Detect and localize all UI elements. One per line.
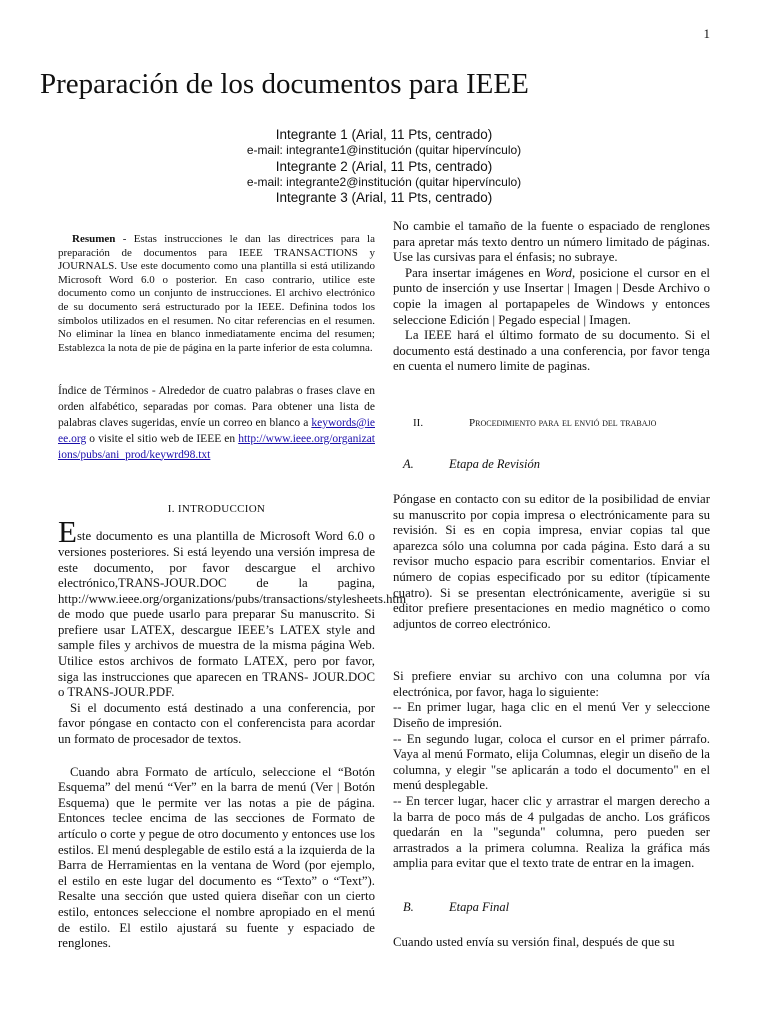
subsection-b-number: B. [403, 900, 414, 914]
section-2-number: II. [413, 416, 424, 429]
abstract [58, 233, 375, 355]
right-paragraph-1: No cambie el tamaño de la fuente o espaciado de renglones para apretar más texto dentro un número limitado de páginas. Use las cursivas para el énfasis; no subraye. [393, 219, 710, 265]
drop-cap: E [58, 514, 77, 550]
left-column [58, 233, 407, 952]
author-1-email: e-mail: integrante1@institución (quitar hipervínculo) [246, 143, 522, 157]
final-paragraph-1: Cuando usted envía su versión final, después de que su [393, 935, 675, 949]
page-number: 1 [703, 26, 710, 41]
intro-paragraph-3: Cuando abra Formato de artículo, seleccione el “Botón Esquema” del menú “Ver” en la barra de menú (Ver | Botón Esquema) que le permite ver las notas a pie de página. Entonces teclee encima de las secciones de Formato de artículo o corte y pegue de otro documento y entonces use los estilos. El menú desplegable de estilo está a la izquierda de la Barra de Herramientas en la ventana de Word (por ejemplo, el estilo en este lugar del documento es “Texto” o “Text”). Resalte una sección que usted quiera diseñar con un cierto estilo, entonces seleccione el nombre apropiado en el menú de estilo. El estilo ajustará su fuente y espaciado de renglones. [58, 764, 375, 951]
index-terms-middle: o visite el sitio web de IEEE en [86, 432, 239, 445]
right-column [393, 219, 710, 951]
author-2-name: Integrante 2 (Arial, 11 Pts, centrado) [275, 158, 493, 174]
index-terms [58, 384, 375, 463]
word-emphasis: Word [545, 265, 572, 280]
keywords-email-link[interactable]: keywords@ieee.org [58, 416, 375, 445]
author-2-email: e-mail: integrante2@institución (quitar hipervínculo) [246, 174, 522, 189]
review-step-2: -- En segundo lugar, coloca el cursor en el primer párrafo. Vaya al menú Formato, elija Columnas, elegir un diseño de la columna, y elegir "se aplicarán a todo el documento" en el menú desplegable. [393, 731, 710, 793]
review-paragraph-1: Póngase en contacto con su editor de la posibilidad de enviar su manuscrito por copia impresa o electrónicamente para su revisión. Si es en copia impresa, enviar copias tal que aparezca sólo una columna por cada página. Esto dará a su revisor mucho espacio para escribir comentarios. Enviar el número de copias especificado por su editor (típicamente cuatro). Si se presentan electrónicamente, averigüe si su editor prefiere presentaciones en medio magnético o como adjuntos de correo electrónico. [393, 491, 710, 631]
intro-paragraph-1 [58, 514, 407, 701]
review-paragraph-2: Si prefiere enviar su archivo con una columna por vía electrónica, por favor, haga lo siguiente: [393, 669, 710, 699]
author-1-name: Integrante 1 (Arial, 11 Pts, centrado) [275, 127, 493, 142]
intro-paragraph-2: Si el documento está destinado a una conferencia, por favor póngase en contacto con el conferencista para acordar un formato de procesador de textos. [58, 700, 375, 747]
right-paragraph-2-a: Para insertar imágenes en [405, 265, 546, 280]
section-2-title: Procedimiento para el envió del trabajo [469, 416, 657, 429]
review-step-3: -- En tercer lugar, hacer clic y arrastrar el margen derecho a la barra de poco más de 4 pulgadas de ancho. Los gráficos quedarán en la "segunda" columna, pero pueden ser arrastrados a la primera columna. Realiza la gráfica más amplia para evitar que el texto trate de entrar en la imagen. [393, 794, 710, 871]
intro-paragraph-1-text: ste documento es una plantilla de Microsoft Word 6.0 o versiones posteriores. Si está leyendo una versión impresa de este documento, por favor descargue el archivo electrónico,TRANS-JOUR.DOC de la pagina, http://www.ieee.org/organizations/pubs/transactions/stylesheets.htm de modo que puede usarlo para preparar Su manuscrito. Si prefiere usar LATEX, descargue IEEE’s LATEX style and sample files y archivos de muestra de la misma página Web. Utilice estos archivos de formato LATEX, pero por favor, siga las instrucciones que aparecen en TRANS- JOUR.DOC o TRANS-JOUR.PDF. [58, 529, 407, 700]
review-step-1: -- En primer lugar, haga clic en el menú Ver y seleccione Diseño de impresión. [393, 700, 710, 731]
author-3-name: Integrante 3 (Arial, 11 Pts, centrado) [275, 190, 493, 205]
index-terms-text: Índice de Términos - Alrededor de cuatro palabras o frases clave en orden alfabético, separadas por comas. Para obtener una lista de palabras claves sugeridas, envíe un correo en blanco a [58, 385, 375, 429]
subsection-a-title: Etapa de Revisión [449, 456, 540, 471]
subsection-a-heading [393, 457, 710, 472]
right-paragraph-3: La IEEE hará el último formato de su documento. Si el documento está destinado a una conferencia, por favor tenga en cuenta el numero limite de paginas. [393, 328, 710, 374]
right-paragraph-2 [393, 266, 710, 328]
paper-title: Preparación de los documentos para IEEE [40, 68, 529, 100]
subsection-a-number: A. [403, 456, 414, 471]
abstract-text: - Estas instrucciones le dan las directrices para la preparación de documentos para IEEE TRANSACTIONS y JOURNALS. Use este documento como una plantilla si está utilizando Microsoft Word 6.0 o posterior. En caso contrario, utilice este documento como un conjunto de instrucciones. El archivo electrónico de su documento será estructurado por la IEEE. Definina todos los símbolos utilizados en el resumen. No citar referencias en el resumen. No eliminar la línea en blanco inmediatamente encima del resumen; Establezca la nota de pie de página en la parte inferior de esta columna. [58, 233, 375, 354]
section-2-heading [393, 417, 710, 429]
subsection-b-title: Etapa Final [449, 900, 510, 914]
author-block [0, 127, 768, 206]
section-1-heading: I. INTRODUCCION [167, 503, 266, 516]
subsection-b-heading [393, 900, 710, 915]
right-paragraph-2-b: , posicione el cursor en el punto de inserción y use Insertar | Imagen | Desde Archivo o copie la imagen al portapapeles de Windows y entonces seleccione Edición | Pegado especial | Imagen. [393, 265, 710, 327]
abstract-label: Resumen [72, 233, 116, 245]
keywords-url-link[interactable]: http://www.ieee.org/organizations/pubs/ani_prod/keywrd98.txt [58, 432, 375, 461]
